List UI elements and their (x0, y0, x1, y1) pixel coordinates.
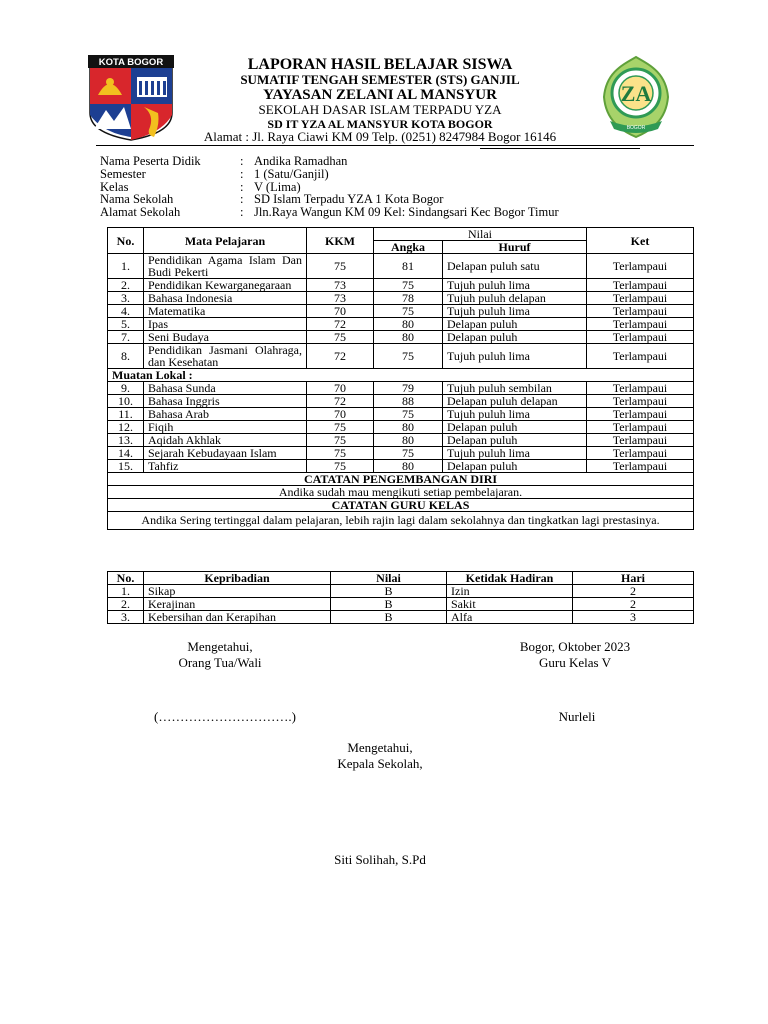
row-kkm: 75 (307, 434, 374, 447)
table-row (108, 395, 694, 408)
row-no: 15. (108, 460, 144, 473)
row-subject: Fiqih (144, 421, 307, 434)
row-kkm: 73 (307, 292, 374, 305)
row-no: 10. (108, 395, 144, 408)
row-ket: Terlampaui (587, 254, 694, 279)
row-subject: Pendidikan Kewarganegaraan (144, 279, 307, 292)
table-row (108, 254, 694, 279)
teacher-notes-title-row (108, 499, 694, 512)
row-days: 3 (573, 611, 694, 624)
row-absence: Sakit (447, 598, 573, 611)
parent-role: Orang Tua/Wali (178, 655, 262, 670)
row-angka: 79 (374, 382, 443, 395)
table-row (108, 434, 694, 447)
report-header (180, 56, 580, 145)
table-row (108, 408, 694, 421)
table-row (108, 318, 694, 331)
row-angka: 80 (374, 331, 443, 344)
dev-notes-title: CATATAN PENGEMBANGAN DIRI (108, 473, 694, 486)
headmaster-signature (300, 740, 460, 772)
row-kkm: 72 (307, 344, 374, 369)
school-address: Alamat : Jl. Raya Ciawi KM 09 Telp. (0251) 8247984 Bogor 16146 (203, 129, 557, 145)
headmaster-ack: Mengetahui, (347, 740, 413, 755)
personality-table (107, 571, 694, 624)
table-row (108, 279, 694, 292)
row-huruf: Tujuh puluh lima (443, 279, 587, 292)
table-row (108, 598, 694, 611)
row-angka: 80 (374, 460, 443, 473)
row-kkm: 72 (307, 318, 374, 331)
row-subject: Bahasa Inggris (144, 395, 307, 408)
teacher-name: Nurleli (558, 709, 596, 724)
row-kkm: 72 (307, 395, 374, 408)
row-no: 9. (108, 382, 144, 395)
yayasan-logo-letters: ZA (620, 81, 652, 106)
row-subject: Aqidah Akhlak (144, 434, 307, 447)
row-subject: Ipas (144, 318, 307, 331)
parent-blank: (………………………….) (154, 709, 296, 724)
table-row (108, 585, 694, 598)
teacher-signature (490, 639, 660, 671)
row-ket: Terlampaui (587, 279, 694, 292)
col-huruf: Huruf (443, 241, 587, 254)
teacher-notes-title: CATATAN GURU KELAS (108, 499, 694, 512)
row-no: 2. (108, 598, 144, 611)
row-angka: 80 (374, 421, 443, 434)
row-angka: 75 (374, 344, 443, 369)
col-kkm: KKM (307, 228, 374, 254)
table-row (108, 460, 694, 473)
row-ket: Terlampaui (587, 331, 694, 344)
headmaster-name: Siti Solihah, S.Pd (334, 852, 426, 867)
teacher-notes-text: Andika Sering tertinggal dalam pelajaran, lebih rajin lagi dalam sekolahnya dan tingkatkan lagi prestasinya. (108, 512, 694, 530)
student-info-row: Alamat Sekolah : Jln.Raya Wangun KM 09 Kel: Sindangsari Kec Bogor Timur (100, 205, 559, 220)
row-days: 2 (573, 598, 694, 611)
row-angka: 78 (374, 292, 443, 305)
parent-signature (140, 639, 300, 671)
row-huruf: Delapan puluh (443, 421, 587, 434)
student-info-row: Kelas : V (Lima) (100, 179, 301, 194)
row-value: B (331, 611, 447, 624)
row-ket: Terlampaui (587, 408, 694, 421)
row-huruf: Delapan puluh (443, 318, 587, 331)
dev-notes-text-row (108, 486, 694, 499)
row-huruf: Tujuh puluh lima (443, 408, 587, 421)
foundation-name: YAYASAN ZELANI AL MANSYUR (263, 87, 497, 104)
table-row (108, 382, 694, 395)
table-row (108, 421, 694, 434)
row-ket: Terlampaui (587, 292, 694, 305)
row-huruf: Delapan puluh (443, 460, 587, 473)
row-ket: Terlampaui (587, 421, 694, 434)
report-title: LAPORAN HASIL BELAJAR SISWA (247, 56, 513, 73)
row-angka: 75 (374, 408, 443, 421)
row-no: 7. (108, 331, 144, 344)
row-angka: 75 (374, 305, 443, 318)
row-kkm: 75 (307, 447, 374, 460)
kota-bogor-crest-text: KOTA BOGOR (98, 57, 164, 68)
dev-notes-text: Andika sudah mau mengikuti setiap pembelajaran. (108, 486, 694, 499)
yayasan-logo (596, 55, 676, 139)
local-content-label: Muatan Lokal : (108, 369, 694, 382)
col-no: No. (108, 572, 144, 585)
row-kkm: 70 (307, 305, 374, 318)
row-no: 11. (108, 408, 144, 421)
table-row (108, 305, 694, 318)
row-subject: Sejarah Kebudayaan Islam (144, 447, 307, 460)
row-ket: Terlampaui (587, 305, 694, 318)
row-days: 2 (573, 585, 694, 598)
row-subject: Bahasa Arab (144, 408, 307, 421)
school-full-name: SEKOLAH DASAR ISLAM TERPADU YZA (258, 102, 502, 118)
row-kkm: 75 (307, 421, 374, 434)
header-divider-thin (480, 148, 640, 149)
col-no: No. (108, 228, 144, 254)
headmaster-role: Kepala Sekolah, (337, 756, 423, 771)
row-angka: 75 (374, 447, 443, 460)
table-row (108, 611, 694, 624)
row-kkm: 70 (307, 382, 374, 395)
row-huruf: Tujuh puluh lima (443, 344, 587, 369)
col-absence: Ketidak Hadiran (447, 572, 573, 585)
row-ket: Terlampaui (587, 447, 694, 460)
row-value: B (331, 585, 447, 598)
local-content-row (108, 369, 694, 382)
row-no: 4. (108, 305, 144, 318)
yayasan-logo-bottom: BOGOR (626, 125, 646, 131)
student-info-row: Nama Peserta Didik : Andika Ramadhan (100, 154, 348, 168)
row-huruf: Delapan puluh delapan (443, 395, 587, 408)
row-no: 5. (108, 318, 144, 331)
row-trait: Sikap (144, 585, 331, 598)
table-row (108, 344, 694, 369)
table-row (108, 447, 694, 460)
row-trait: Kebersihan dan Kerapihan (144, 611, 331, 624)
row-subject: Matematika (144, 305, 307, 318)
student-info-row: Nama Sekolah : SD Islam Terpadu YZA 1 Kota Bogor (100, 192, 444, 207)
row-ket: Terlampaui (587, 460, 694, 473)
row-no: 12. (108, 421, 144, 434)
row-value: B (331, 598, 447, 611)
row-huruf: Tujuh puluh delapan (443, 292, 587, 305)
row-ket: Terlampaui (587, 382, 694, 395)
row-ket: Terlampaui (587, 395, 694, 408)
col-ket: Ket (587, 228, 694, 254)
table-row (108, 292, 694, 305)
row-ket: Terlampaui (587, 318, 694, 331)
row-huruf: Tujuh puluh lima (443, 305, 587, 318)
row-huruf: Delapan puluh (443, 331, 587, 344)
row-angka: 81 (374, 254, 443, 279)
row-trait: Kerajinan (144, 598, 331, 611)
row-no: 3. (108, 611, 144, 624)
row-subject: Pendidikan Agama Islam Dan Budi Pekerti (144, 254, 307, 279)
row-subject: Tahfiz (144, 460, 307, 473)
kota-bogor-crest (88, 55, 174, 141)
row-angka: 75 (374, 279, 443, 292)
col-nilai: Nilai (374, 228, 587, 241)
teacher-notes-text-row (108, 512, 694, 530)
row-angka: 88 (374, 395, 443, 408)
school-short-name: SD IT YZA AL MANSYUR KOTA BOGOR (267, 116, 493, 131)
row-kkm: 75 (307, 254, 374, 279)
row-huruf: Tujuh puluh lima (443, 447, 587, 460)
row-subject: Bahasa Indonesia (144, 292, 307, 305)
student-info-row: Semester : 1 (Satu/Ganjil) (100, 166, 329, 181)
row-no: 1. (108, 254, 144, 279)
row-no: 1. (108, 585, 144, 598)
row-no: 13. (108, 434, 144, 447)
row-subject: Bahasa Sunda (144, 382, 307, 395)
report-subtitle: SUMATIF TENGAH SEMESTER (STS) GANJIL (240, 72, 520, 88)
row-subject: Pendidikan Jasmani Olahraga, dan Kesehatan (144, 344, 307, 369)
row-subject: Seni Budaya (144, 331, 307, 344)
row-angka: 80 (374, 318, 443, 331)
row-absence: Alfa (447, 611, 573, 624)
row-no: 2. (108, 279, 144, 292)
parent-ack: Mengetahui, (187, 639, 253, 654)
row-no: 3. (108, 292, 144, 305)
col-value: Nilai (331, 572, 447, 585)
dev-notes-title-row (108, 473, 694, 486)
student-info (100, 155, 559, 219)
row-ket: Terlampaui (587, 344, 694, 369)
col-trait: Kepribadian (144, 572, 331, 585)
row-kkm: 70 (307, 408, 374, 421)
row-huruf: Tujuh puluh sembilan (443, 382, 587, 395)
header-divider (96, 145, 694, 146)
row-no: 14. (108, 447, 144, 460)
teacher-role: Guru Kelas V (539, 655, 611, 670)
row-angka: 80 (374, 434, 443, 447)
row-ket: Terlampaui (587, 434, 694, 447)
table-row (108, 331, 694, 344)
row-kkm: 75 (307, 331, 374, 344)
teacher-date: Bogor, Oktober 2023 (519, 639, 631, 654)
grades-table (107, 227, 694, 530)
col-days: Hari (573, 572, 694, 585)
col-subject: Mata Pelajaran (144, 228, 307, 254)
row-no: 8. (108, 344, 144, 369)
row-absence: Izin (447, 585, 573, 598)
row-kkm: 75 (307, 460, 374, 473)
row-kkm: 73 (307, 279, 374, 292)
row-huruf: Delapan puluh satu (443, 254, 587, 279)
row-huruf: Delapan puluh (443, 434, 587, 447)
col-angka: Angka (374, 241, 443, 254)
